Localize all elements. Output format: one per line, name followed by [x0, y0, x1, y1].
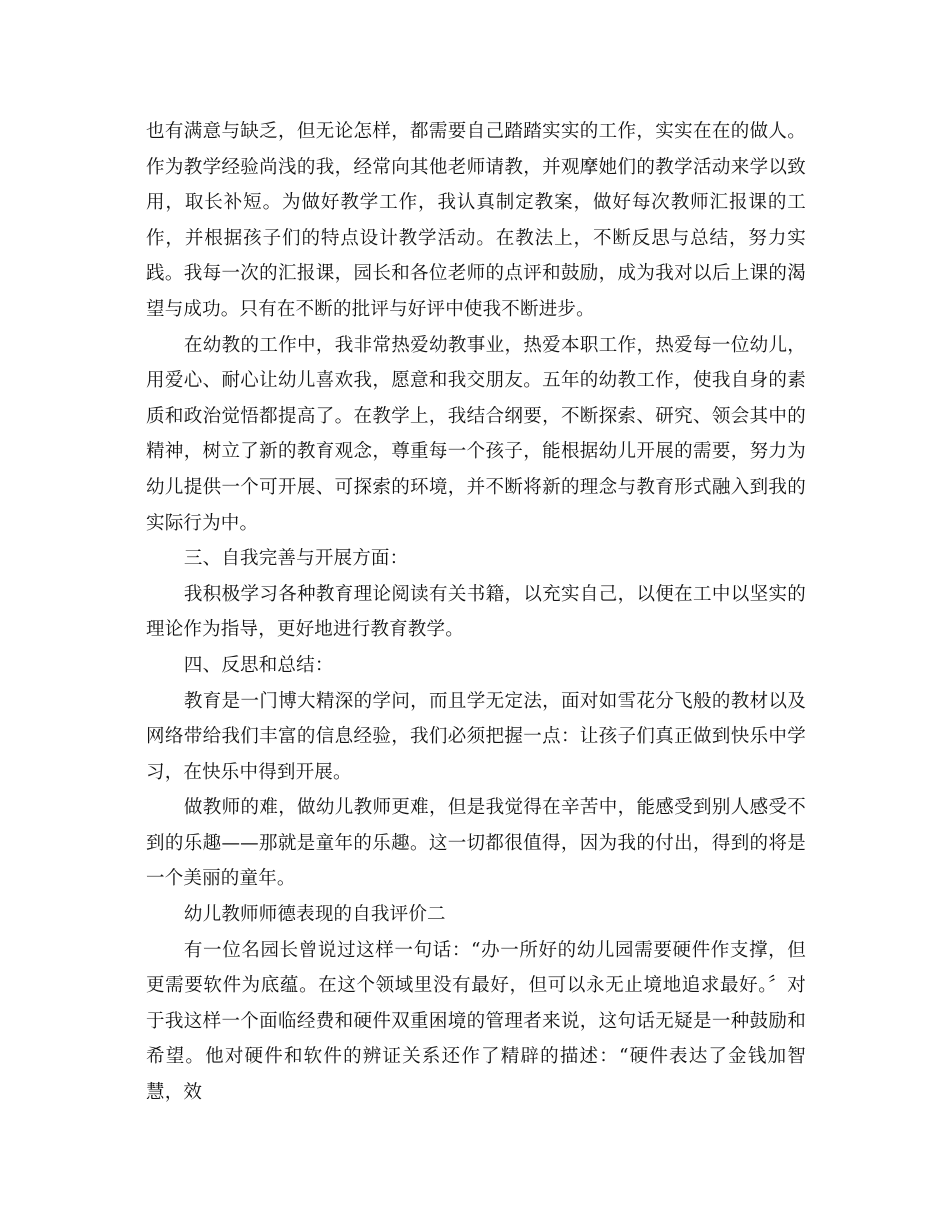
- paragraph: 在幼教的工作中，我非常热爱幼教事业，热爱本职工作，热爱每一位幼儿，用爱心、耐心让幼儿喜欢我，愿意和我交朋友。五年的幼教工作，使我自身的素质和政治觉悟都提高了。在教学上，我结合纲要，不断探索、研究、领会其中的精神，树立了新的教育观念，尊重每一个孩子，能根据幼儿开展的需要，努力为幼儿提供一个可开展、可探索的环境，并不断将新的理念与教育形式融入到我的实际行为中。: [146, 334, 806, 534]
- paragraph: 做教师的难，做幼儿教师更难，但是我觉得在辛苦中，能感受到别人感受不到的乐趣——那就是童年的乐趣。这一切都很值得，因为我的付出，得到的将是一个美丽的童年。: [146, 797, 806, 890]
- paragraph: 我积极学习各种教育理论阅读有关书籍，以充实自己，以便在工中以坚实的理论作为指导，更好地进行教育教学。: [146, 583, 806, 641]
- paragraph: 教育是一门博大精深的学问，而且学无定法，面对如雪花分飞般的教材以及网络带给我们丰富的信息经验，我们必须把握一点：让孩子们真正做到快乐中学习，在快乐中得到开展。: [146, 690, 806, 783]
- section-heading: 四、反思和总结：: [183, 654, 334, 676]
- document-body: [146, 114, 806, 1111]
- paragraph: 也有满意与缺乏，但无论怎样，都需要自己踏踏实实的工作，实实在在的做人。作为教学经验尚浅的我，经常向其他老师请教，并观摩她们的教学活动来学以致用，取长补短。为做好教学工作，我认真制定教案，做好每次教师汇报课的工作，并根据孩子们的特点设计教学活动。在教法上，不断反思与总结，努力实践。我每一次的汇报课，园长和各位老师的点评和鼓励，成为我对以后上课的渴望与成功。只有在不断的批评与好评中使我不断进步。: [146, 121, 806, 320]
- section-heading: 三、自我完善与开展方面：: [183, 548, 409, 570]
- article-title: 幼儿教师师德表现的自我评价二: [183, 904, 446, 926]
- paragraph: 有一位名园长曾说过这样一句话：“办一所好的幼儿园需要硬件作支撑，但更需要软件为底蕴。在这个领域里没有最好，但可以永无止境地追求最好。〞对于我这样一个面临经费和硬件双重困境的管理者来说，这句话无疑是一种鼓励和希望。他对硬件和软件的辨证关系还作了精辟的描述：“硬件表达了金钱加智慧，效: [146, 939, 806, 1104]
